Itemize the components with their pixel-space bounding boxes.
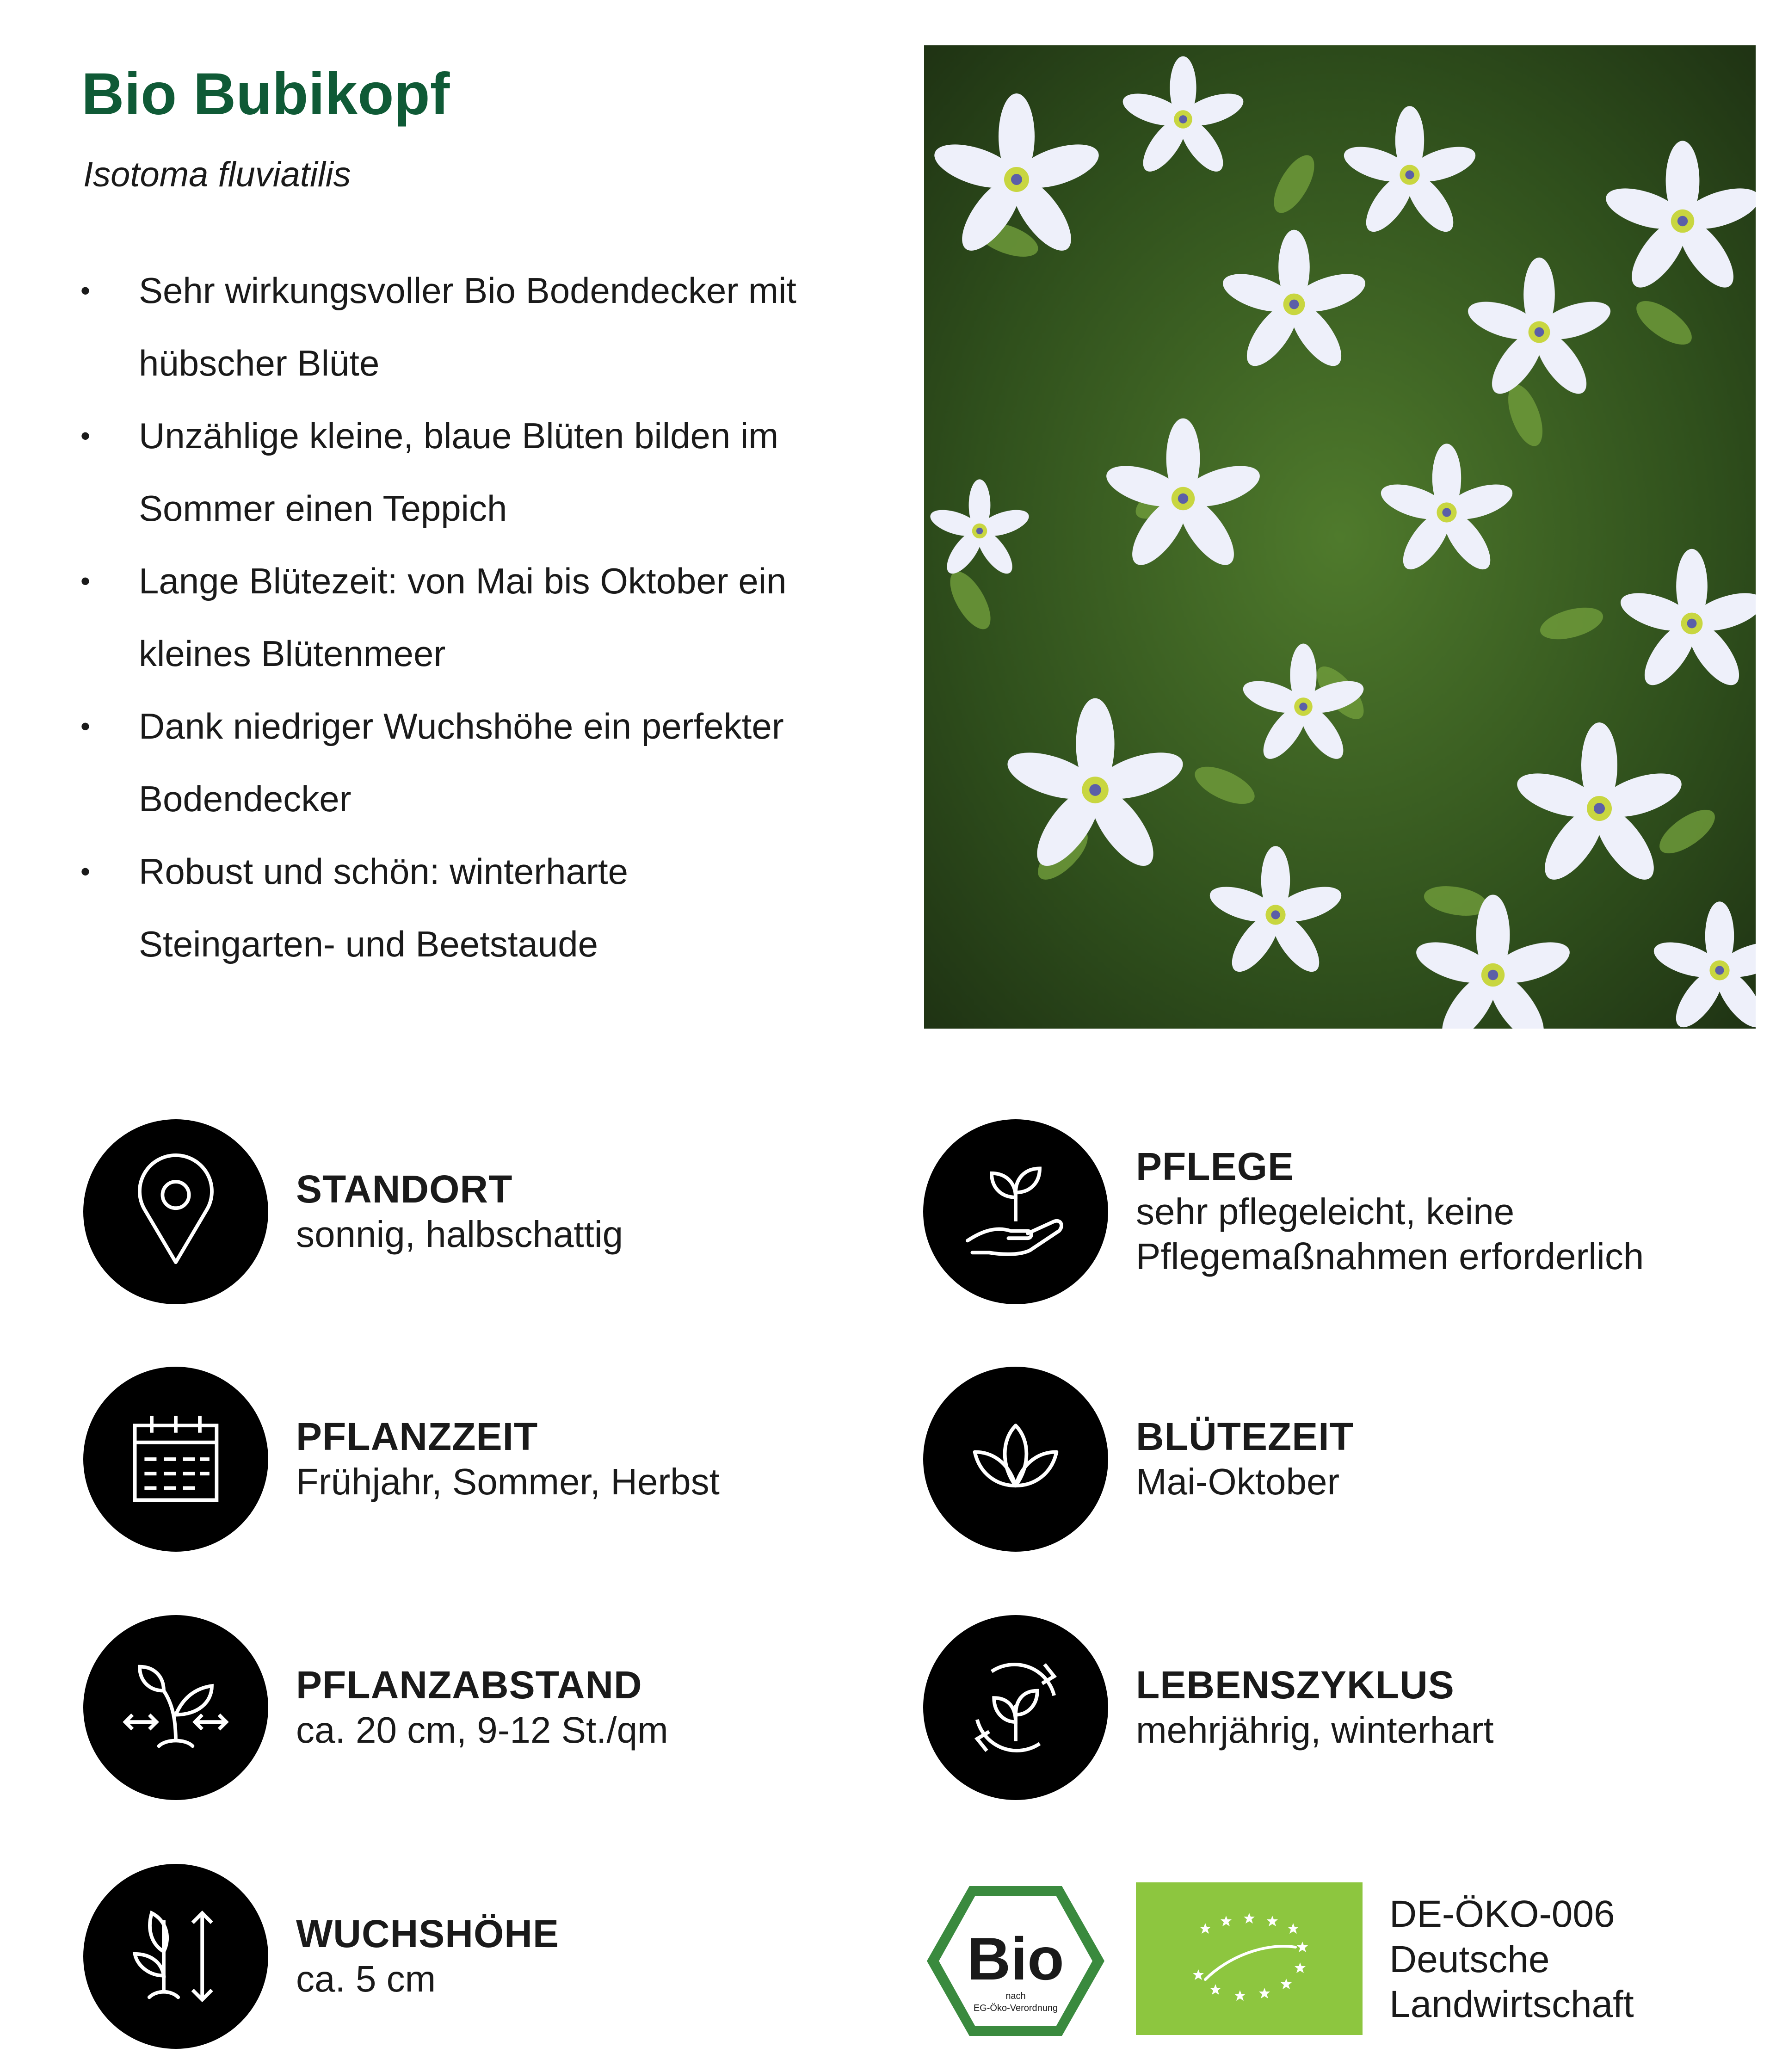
- bio-seal-text: Bio: [967, 1925, 1064, 1992]
- bullet-line: Unzählige kleine, blaue Blüten bilden im: [139, 415, 779, 456]
- bullet-item: [69, 545, 883, 690]
- bio-seal-small-text: nach: [1005, 1991, 1026, 2001]
- lotus-flower-icon: [956, 1399, 1076, 1519]
- feature-label: PFLEGE: [1136, 1145, 1295, 1189]
- feature-value: mehrjährig, winterhart: [1136, 1709, 1494, 1751]
- bullet-line: hübscher Blüte: [139, 343, 380, 383]
- feature-value: Frühjahr, Sommer, Herbst: [296, 1461, 720, 1502]
- bio-hexagon-icon: [923, 1882, 1108, 2040]
- standort-icon-circle: [83, 1119, 268, 1304]
- plant-spacing-icon: [116, 1647, 236, 1768]
- feature-value: sonnig, halbschattig: [296, 1213, 623, 1255]
- bullet-line: kleines Blütenmeer: [139, 633, 446, 674]
- pflanzabstand-icon-circle: [83, 1615, 268, 1800]
- feature-pflanzzeit: [83, 1367, 916, 1552]
- feature-bluetezeit: [923, 1367, 1756, 1552]
- bullet-item: [69, 835, 883, 980]
- feature-label: LEBENSZYKLUS: [1136, 1663, 1455, 1707]
- bullet-item: [69, 400, 883, 545]
- feature-wuchshoehe: [83, 1864, 916, 2049]
- bullet-dot-icon: •: [80, 566, 91, 597]
- feature-label: STANDORT: [296, 1167, 513, 1211]
- feature-label: BLÜTEZEIT: [1136, 1414, 1354, 1458]
- bullet-line: Sommer einen Teppich: [139, 488, 507, 529]
- bullet-line: Bodendecker: [139, 778, 352, 819]
- feature-bullet-list: [69, 254, 883, 980]
- bluetezeit-icon-circle: [923, 1367, 1108, 1552]
- bullet-dot-icon: •: [80, 856, 91, 887]
- bullet-item: [69, 690, 883, 835]
- bullet-item: [69, 254, 883, 400]
- feature-label: PFLANZZEIT: [296, 1414, 538, 1458]
- certification-origin: Deutsche: [1389, 1938, 1550, 1980]
- bullet-dot-icon: •: [80, 711, 91, 742]
- feature-pflege: [923, 1119, 1756, 1304]
- bullet-dot-icon: •: [80, 275, 91, 306]
- certification-origin: Landwirtschaft: [1389, 1983, 1634, 2026]
- latin-name: Isotoma fluviatilis: [83, 155, 351, 194]
- certification-text: [1389, 1892, 1634, 2027]
- plant-cycle-icon: [956, 1647, 1076, 1768]
- bullet-line: Dank niedriger Wuchshöhe ein perfekter: [139, 706, 784, 746]
- eu-leaf-stars-icon: [1136, 1882, 1363, 2035]
- feature-standort: [83, 1119, 916, 1304]
- bullet-dot-icon: •: [80, 420, 91, 451]
- feature-value: ca. 5 cm: [296, 1958, 436, 1999]
- pflanzzeit-icon-circle: [83, 1367, 268, 1552]
- certification-code: DE-ÖKO-006: [1389, 1893, 1615, 1935]
- wuchshoehe-icon-circle: [83, 1864, 268, 2049]
- eu-organic-logo: [1136, 1882, 1363, 2035]
- pflege-icon-circle: [923, 1119, 1108, 1304]
- calendar-icon: [116, 1399, 236, 1519]
- bullet-line: Robust und schön: winterharte: [139, 851, 628, 892]
- product-photo: [924, 45, 1756, 1029]
- bullet-line: Lange Blütezeit: von Mai bis Oktober ein: [139, 561, 787, 601]
- flower-photo-illustration: [924, 45, 1756, 1029]
- plant-height-icon: [116, 1896, 236, 2016]
- feature-label: PFLANZABSTAND: [296, 1663, 642, 1707]
- feature-lebenszyklus: [923, 1615, 1756, 1800]
- hand-seedling-icon: [956, 1152, 1076, 1272]
- feature-label: WUCHSHÖHE: [296, 1912, 559, 1955]
- bullet-line: Steingarten- und Beetstaude: [139, 924, 598, 964]
- location-pin-icon: [116, 1152, 236, 1272]
- bullet-line: Sehr wirkungsvoller Bio Bodendecker mit: [139, 270, 796, 311]
- feature-pflanzabstand: [83, 1615, 916, 1800]
- feature-value: Pflegemaßnahmen erforderlich: [1136, 1236, 1644, 1277]
- bio-seal: [923, 1882, 1108, 2040]
- product-title: Bio Bubikopf: [81, 61, 450, 127]
- feature-value: ca. 20 cm, 9-12 St./qm: [296, 1709, 668, 1751]
- feature-value: Mai-Oktober: [1136, 1461, 1340, 1502]
- feature-value: sehr pflegeleicht, keine: [1136, 1190, 1515, 1232]
- bio-seal-small-text: EG-Öko-Verordnung: [973, 2003, 1058, 2013]
- lebenszyklus-icon-circle: [923, 1615, 1108, 1800]
